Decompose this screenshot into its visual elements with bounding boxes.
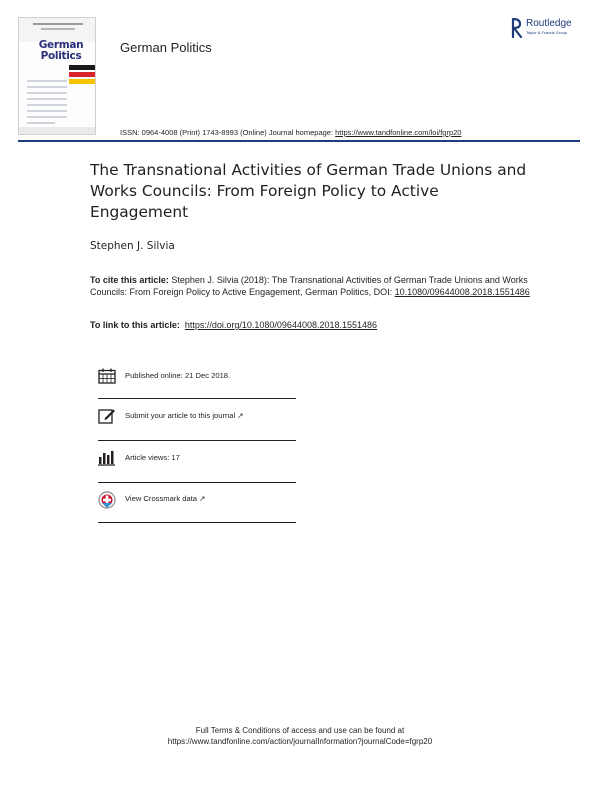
crossmark-icon — [98, 491, 116, 509]
journal-homepage-link[interactable]: https://www.tandfonline.com/loi/fgrp20 — [335, 128, 462, 137]
citation-block — [90, 275, 530, 298]
cover-title: German Politics — [38, 39, 84, 62]
routledge-wordmark: Routledge — [526, 18, 572, 29]
issn-text: ISSN: 0964-4008 (Print) 1743-8993 (Online) Journal homepage: — [120, 128, 336, 137]
terms-footer — [0, 725, 600, 747]
journal-name[interactable]: German Politics — [120, 40, 212, 55]
cover-contents-lines — [27, 80, 67, 128]
submit-article-link[interactable]: Submit your article to this journal ↗ — [125, 411, 244, 420]
cover-meta-line — [41, 28, 75, 30]
citation-label: To cite this article: — [90, 275, 169, 285]
edit-icon — [98, 408, 116, 424]
routledge-logo[interactable] — [511, 18, 591, 40]
routledge-r-icon — [511, 18, 523, 38]
article-author[interactable]: Stephen J. Silvia — [90, 240, 175, 252]
info-divider — [98, 398, 296, 399]
external-link-icon: ↗ — [199, 494, 206, 503]
article-views-text: Article views: 17 — [125, 453, 180, 462]
link-label: To link to this article: — [90, 320, 180, 330]
info-divider — [98, 440, 296, 441]
cover-flag-stripes — [69, 65, 96, 97]
calendar-icon — [98, 368, 116, 384]
info-divider — [98, 522, 296, 523]
info-divider — [98, 482, 296, 483]
journal-cover-image — [18, 17, 96, 135]
citation-doi-link[interactable]: 10.1080/09644008.2018.1551486 — [394, 286, 530, 297]
footer-terms-link[interactable]: https://www.tandfonline.com/action/journalInformation?journalCode=fgrp20 — [167, 737, 433, 746]
header-divider — [18, 140, 580, 142]
citation-text: Stephen J. Silvia (2018): The Transnational Activities of German Trade Unions and Works Councils: From Foreign Policy to Active Engagement, German Politics, DOI: — [90, 275, 528, 297]
cover-footer-band — [19, 127, 95, 134]
footer-terms-text: Full Terms & Conditions of access and use can be found at — [195, 726, 405, 735]
cover-meta-line — [33, 23, 83, 25]
crossmark-link[interactable]: View Crossmark data ↗ — [125, 494, 206, 503]
external-link-icon: ↗ — [237, 411, 244, 420]
article-title[interactable]: The Transnational Activities of German Trade Unions and Works Councils: From Foreign Policy to Active Engagement — [90, 161, 527, 221]
bar-chart-icon — [98, 450, 116, 466]
article-doi-link[interactable]: https://doi.org/10.1080/09644008.2018.1551486 — [184, 320, 378, 330]
issn-line — [120, 128, 461, 137]
published-online-text: Published online: 21 Dec 2018. — [125, 371, 231, 380]
routledge-tagline: Taylor & Francis Group — [526, 30, 567, 35]
article-link-line — [90, 320, 377, 330]
